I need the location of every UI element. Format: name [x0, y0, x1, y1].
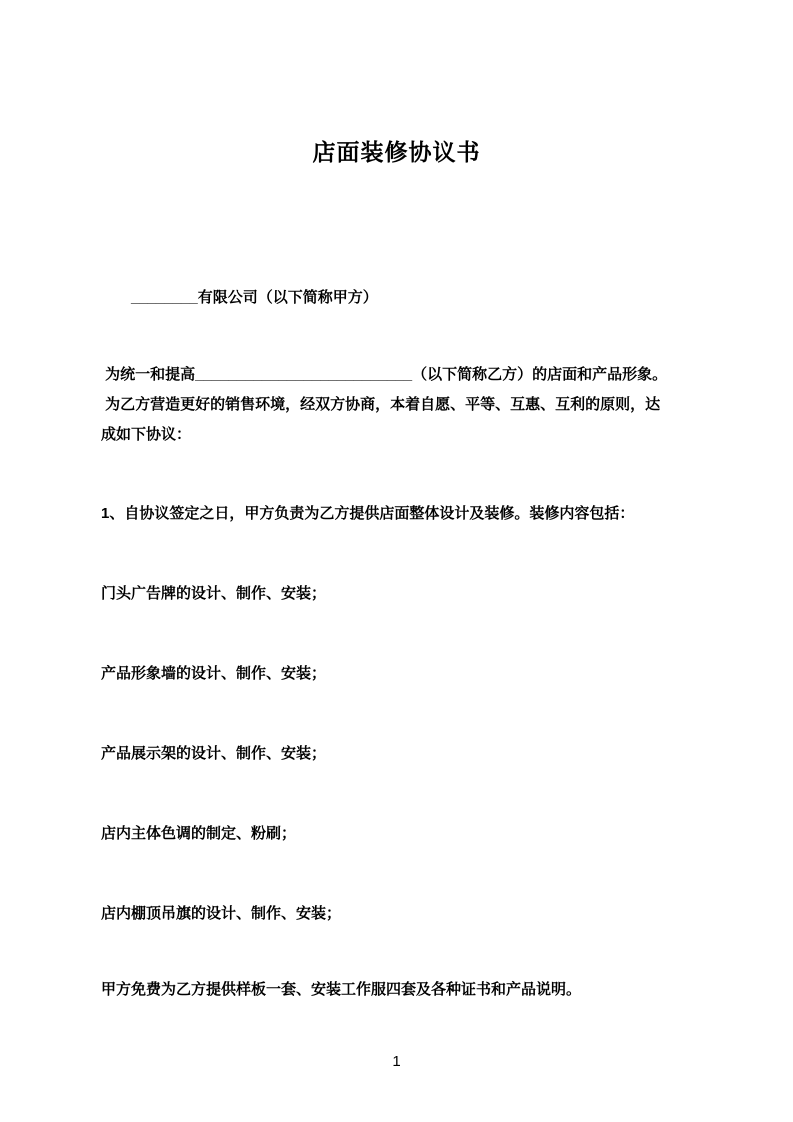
- intro-line-2: 为乙方营造更好的销售环境，经双方协商，本着自愿、平等、互惠、互利的原则，达: [101, 396, 661, 413]
- decoration-item-image-wall: 产品形象墙的设计、制作、安装；: [101, 665, 327, 682]
- decoration-item-color-scheme: 店内主体色调的制定、粉刷；: [101, 825, 297, 842]
- party-a-line: ________有限公司（以下简称甲方）: [131, 289, 378, 306]
- decoration-item-display-rack: 产品展示架的设计、制作、安装；: [101, 745, 327, 762]
- decoration-item-signboard: 门头广告牌的设计、制作、安装；: [101, 585, 327, 602]
- free-supply-line: 甲方免费为乙方提供样板一套、安装工作服四套及各种证书和产品说明。: [101, 981, 582, 998]
- intro-line-3: 成如下协议：: [101, 426, 192, 443]
- intro-paragraph: [101, 360, 701, 450]
- document-title: 店面装修协议书: [312, 139, 481, 165]
- page-number: 1: [392, 1053, 401, 1070]
- decoration-item-ceiling-flags: 店内棚顶吊旗的设计、制作、安装；: [101, 905, 342, 922]
- intro-line-1: 为统一和提高__________________________（以下简称乙方）的店面和产品形象。: [101, 366, 668, 383]
- clause-1-line: 1、自协议签定之日，甲方负责为乙方提供店面整体设计及装修。装修内容包括：: [101, 505, 635, 522]
